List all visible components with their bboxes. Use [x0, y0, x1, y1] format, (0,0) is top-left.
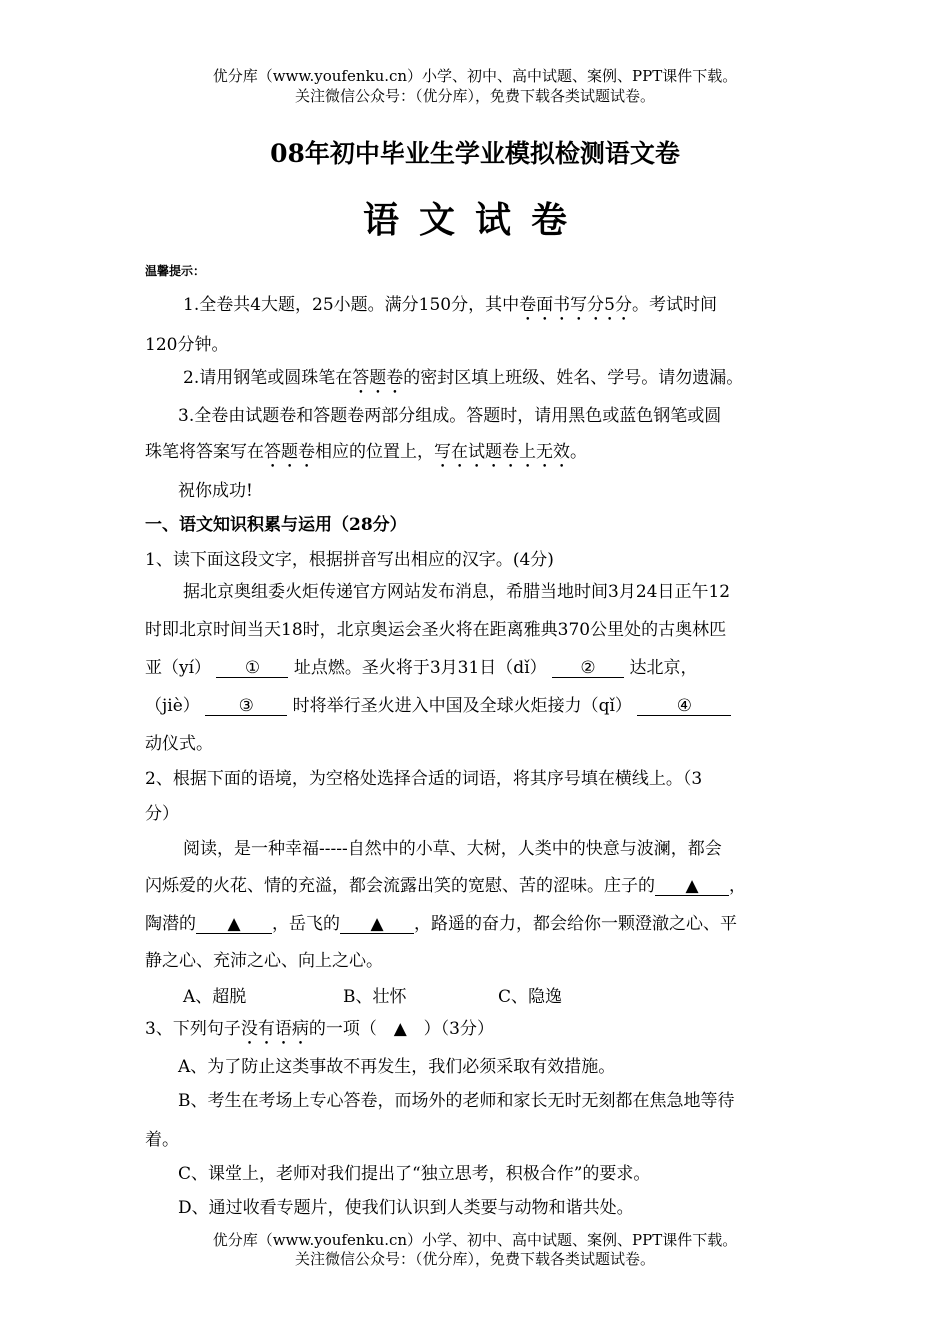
tip-3-line-2 [145, 437, 587, 472]
tip-1-text-c: 。考试时间 [631, 295, 717, 315]
q2-line-4: 静之心、充沛之心、向上之心。 [145, 951, 383, 971]
q2-line-1: 阅读，是一种幸福-----自然中的小草、大树，人类中的快意与波澜，都会 [183, 839, 722, 859]
q3-text-b: 的一项（ [308, 1019, 377, 1039]
q2-line-2 [145, 871, 746, 896]
q1-text-yi: 亚（yí） [145, 658, 212, 678]
tip-3-emphasis-1: 答题卷 [264, 442, 315, 462]
tip-3-emphasis-2: 写在试题卷上无效 [434, 442, 570, 462]
page-subtitle: 语文试卷 [362, 199, 587, 241]
q2-blank-3[interactable]: ▲ [340, 915, 414, 934]
page-title: 08年初中毕业生学业模拟检测语文卷 [270, 139, 680, 168]
q3-text-a: 3、下列句子 [145, 1019, 241, 1039]
q2-text-zhuangzi: 闪烁爱的火花、情的充溢，都会流露出笑的宽慰、苦的涩味。庄子的 [145, 876, 655, 896]
q2-option-b: B、壮怀 [343, 987, 407, 1007]
q1-line-5: 动仪式。 [145, 734, 213, 754]
q2-line-3 [145, 909, 737, 934]
q1-blank-3[interactable]: ③ [205, 697, 287, 716]
tip-1-line-2: 120分钟。 [145, 335, 229, 355]
q1-blank-4[interactable]: ④ [637, 697, 731, 716]
section-1-heading: 一、语文知识积累与运用（28分） [145, 515, 407, 535]
tips-label: 温馨提示： [145, 264, 206, 278]
q3-option-a: A、为了防止这类事故不再发生，我们必须采取有效措施。 [178, 1057, 616, 1077]
q3-stem [145, 1014, 494, 1049]
q1-line-3 [145, 653, 697, 678]
footer-line-2: 关注微信公众号：（优分库），免费下载各类试题试卷。 [294, 1250, 655, 1268]
footer-line-1: 优分库（www.youfenku.cn）小学、初中、高中试题、案例、PPT课件下载。 [212, 1231, 738, 1249]
header-line-1: 优分库（www.youfenku.cn）小学、初中、高中试题、案例、PPT课件下载。 [212, 67, 738, 85]
q3-option-b-line-1: B、考生在考场上专心答卷，而场外的老师和家长无时无刻都在焦急地等待 [178, 1091, 735, 1111]
q2-text-taoqian: 陶潜的 [145, 914, 196, 934]
q1-stem: 1、读下面这段文字，根据拼音写出相应的汉字。(4分) [145, 550, 554, 570]
tip-3-line-1: 3.全卷由试题卷和答题卷两部分组成。答题时，请用黑色或蓝色钢笔或圆 [178, 406, 722, 426]
q2-stem-line-2: 分） [145, 804, 179, 824]
tip-2-text-a: 2.请用钢笔或圆珠笔在 [183, 368, 353, 388]
q3-option-d: D、通过收看专题片，使我们认识到人类要与动物和谐共处。 [178, 1198, 634, 1218]
q1-line-1: 据北京奥组委火炬传递官方网站发布消息，希腊当地时间3月24日正午12 [183, 582, 731, 602]
tip-1-line-1 [183, 290, 717, 325]
q2-option-c: C、隐逸 [498, 987, 563, 1007]
q2-stem-line-1: 2、根据下面的语境，为空格处选择合适的词语，将其序号填在横线上。（3 [145, 769, 703, 789]
q3-answer-blank[interactable]: ▲ [393, 1019, 407, 1039]
q3-emphasis: 没有语病 [240, 1019, 309, 1039]
q1-text-jie: （jiè） [145, 696, 200, 716]
q1-text-qi: 时将举行圣火进入中国及全球火炬接力（qǐ） [292, 696, 632, 716]
wish-text: 祝你成功! [178, 481, 253, 501]
tip-3-text-d: 相应的位置上， [315, 442, 434, 462]
q2-option-a: A、超脱 [183, 987, 247, 1007]
q2-blank-2[interactable]: ▲ [196, 915, 272, 934]
tip-3-text-b: 珠笔将答案写在 [145, 442, 264, 462]
q1-blank-1[interactable]: ① [216, 659, 288, 678]
q1-blank-2[interactable]: ② [552, 659, 624, 678]
q2-text-luyao: ，路遥的奋力，都会给你一颗澄澈之心、平 [414, 914, 737, 934]
q1-text-beijing: 达北京， [629, 658, 698, 678]
header-line-2: 关注微信公众号：（优分库），免费下载各类试题试卷。 [294, 87, 655, 105]
q2-text-yuefei: ，岳飞的 [272, 914, 340, 934]
q3-option-c: C、课堂上，老师对我们提出了“独立思考，积极合作”的要求。 [178, 1164, 651, 1184]
q3-option-b-line-2: 着。 [145, 1130, 179, 1150]
tip-1-emphasis: 卷面书写分5分 [519, 295, 632, 315]
tip-2-emphasis: 答题卷 [352, 368, 404, 388]
q1-line-4 [145, 691, 731, 716]
tip-2-text-c: 的密封区填上班级、姓名、学号。请勿遗漏。 [403, 368, 744, 388]
tip-2 [183, 363, 743, 398]
q1-line-2: 时即北京时间当天18时，北京奥运会圣火将在距离雅典370公里处的古奥林匹 [145, 620, 727, 640]
q3-text-c: ）（3分） [423, 1019, 494, 1039]
q2-blank-1[interactable]: ▲ [655, 877, 729, 896]
q1-text-di: 址点燃。圣火将于3月31日（dǐ） [293, 658, 547, 678]
q2-text-comma: ， [729, 876, 746, 896]
tip-3-text-f: 。 [570, 442, 587, 462]
tip-1-text-a: 1.全卷共4大题，25小题。满分150分，其中 [183, 295, 520, 315]
